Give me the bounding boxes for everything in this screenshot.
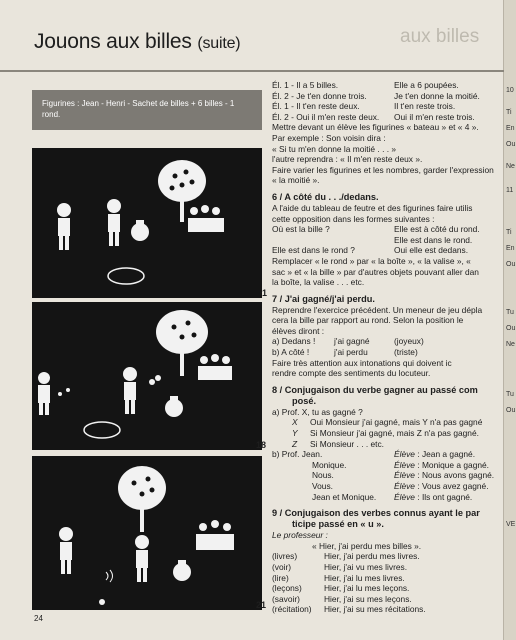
s9-row-3: (lire) Hier, j'ai lu mes livres. [272, 572, 405, 583]
s7-row-a: a) Dedans ! j'ai gagné (joyeux) [272, 336, 424, 347]
margin-fragment: Ti [506, 109, 512, 116]
s8-a: a) Prof. X, tu as gagné ? [272, 406, 363, 417]
margin-fragment: Ou [506, 325, 516, 332]
s7-tail-1: Faire très attention aux intonations qui doivent ic [272, 357, 452, 368]
s6-tail-2: sac » et « la bille » par d'autres objets pouvant aller dan [272, 266, 479, 277]
intro-text-6: « la moitié ». [272, 175, 320, 186]
intro-text-2: Par exemple : Son voisin dira : [272, 132, 386, 143]
section-8-title-2: posé. [292, 395, 316, 406]
boy-jean-figure [59, 527, 73, 574]
intro-text-4: l'autre reprendra : « Il m'en reste deux ». [272, 154, 423, 165]
marbles-icon [58, 375, 161, 396]
s9-row-5: (savoir) Hier, j'ai su mes leçons. [272, 593, 412, 604]
margin-fragment: 10 [506, 87, 514, 94]
intro-text-5: Faire varier les figurines et les nombres, garder l'expression [272, 164, 494, 175]
s8-b-row-3: Nous. Élève : Nous avons gagné. [312, 470, 495, 481]
margin-fragment: Tu [506, 391, 514, 398]
s6-line-2: cette opposition dans les formes suivantes : [272, 213, 435, 224]
panel-number-21: 21 [256, 600, 267, 610]
illustration-panel-2 [32, 302, 262, 450]
title-main: Jouons aux billes [34, 30, 192, 53]
illustration-panel-3 [32, 456, 262, 610]
s6-tail-3: la boîte, la valise . . . etc. [272, 277, 365, 288]
s7-line-2: cera la bille par rapport au rond. Selon la position le [272, 315, 464, 326]
margin-fragment: En [506, 125, 515, 132]
intro-line-1: Él. 1 - Il a 5 billes. Elle a 6 poupées. [272, 80, 459, 90]
s7-tail-2: rendre compte des sentiments du locuteur. [272, 368, 431, 379]
motion-lines [106, 570, 113, 582]
tree-icon [158, 160, 206, 222]
boy-henri-figure [123, 367, 137, 414]
ring-outline [108, 268, 144, 284]
s8-b-row-5: Jean et Monique. Élève : Ils ont gagné. [312, 491, 473, 502]
margin-fragment: Ne [506, 163, 515, 170]
s9-row-6: (récitation) Hier, j'ai su mes récitations. [272, 604, 426, 615]
margin-fragment: Ou [506, 261, 516, 268]
s9-row-2: (voir) Hier, j'ai vu mes livres. [272, 561, 408, 572]
section-9-title-2: ticipe passé en « u ». [292, 519, 384, 530]
title-suite: (suite) [197, 35, 241, 52]
page-number: 24 [34, 614, 43, 623]
intro-text-1: Mettre devant un élève les figurines « bateau » et « 4 ». [272, 122, 479, 133]
tree-icon [118, 466, 166, 532]
marble-bag-icon [173, 560, 191, 581]
panel-number-1: 1 [262, 288, 268, 298]
s8-a-row-3: Z Si Monsieur . . . etc. [292, 438, 385, 449]
section-6-title: 6 / A côté du . . ./dedans. [272, 191, 379, 202]
intro-line-2: Él. 2 - Je t'en donne trois. Je t'en donne la moitié. [272, 90, 480, 101]
marble-bag-icon [131, 220, 149, 241]
s6-qa-2: Elle est dans le rond. [394, 234, 473, 245]
flowers-icon [188, 205, 224, 232]
boy-jean-figure [57, 203, 71, 250]
flowers-icon [196, 520, 234, 550]
s6-qa-3: Elle est dans le rond ? Oui elle est dedans. [272, 245, 469, 256]
marble-icon [99, 599, 105, 605]
s8-b-row-4: Vous. Élève : Vous avez gagné. [312, 481, 489, 491]
s8-b-label: b) Prof. Jean. Élève : Jean a gagné. [272, 449, 476, 460]
exercise-text-column [272, 80, 502, 615]
s6-tail-1: Remplacer « le rond » par « la boîte », « la valise », « [272, 255, 471, 266]
s9-row-1: (livres) Hier, j'ai perdu mes livres. [272, 551, 420, 562]
marble-bag-icon [165, 396, 183, 417]
page-title [34, 30, 240, 56]
boy-henri-figure [135, 535, 149, 582]
s6-qa-1: Où est la bille ? Elle est à côté du rond. [272, 224, 480, 235]
section-9-title-1: 9 / Conjugaison des verbes connus ayant le par [272, 508, 480, 519]
s7-line-3: élèves diront : [272, 325, 325, 336]
boy-jean-figure [38, 372, 50, 415]
intro-line-3: Él. 1 - Il t'en reste deux. Il t'en reste trois. [272, 101, 456, 112]
s9-prof: Le professeur : [272, 530, 328, 541]
margin-fragment: 11 [506, 187, 514, 194]
s7-row-b: b) A côté ! j'ai perdu (triste) [272, 347, 418, 358]
intro-text-3: « Si tu m'en donne la moitié . . . » [272, 143, 397, 154]
intro-line-4: Él. 2 - Oui il m'en reste deux. Oui il m'en reste trois. [272, 111, 475, 122]
ring-outline [84, 422, 120, 438]
margin-fragment: Ou [506, 407, 516, 414]
bleed-through-text: aux billes [400, 26, 480, 47]
margin-fragment: Ti [506, 229, 512, 236]
s7-line-1: Reprendre l'exercice précédent. Un meneur de jeu dépla [272, 304, 483, 315]
margin-fragment: Ne [506, 341, 515, 348]
margin-fragment: Ou [506, 141, 516, 148]
s8-b-row-2: Monique. Élève : Monique a gagné. [312, 459, 489, 470]
section-8-title-1: 8 / Conjugaison du verbe gagner au passé com [272, 384, 478, 395]
figurines-caption: Figurines : Jean - Henri - Sachet de billes + 6 billes - 1 rond. [32, 90, 262, 130]
s9-row-4: (leçons) Hier, j'ai lu mes leçons. [272, 583, 410, 594]
s9-first: « Hier, j'ai perdu mes billes ». [312, 540, 422, 551]
s8-a-row-2: Y Si Monsieur j'ai gagné, mais Z n'a pas gagné. [292, 428, 479, 439]
margin-fragment: Tu [506, 309, 514, 316]
s8-a-row-1: X Oui Monsieur j'ai gagné, mais Y n'a pas gagné [292, 417, 483, 428]
page-edge [503, 0, 516, 640]
s6-line-1: A l'aide du tableau de feutre et des figurines faire utilis [272, 202, 473, 213]
flowers-icon [198, 354, 232, 380]
boy-henri-figure [107, 199, 121, 246]
margin-fragment: En [506, 245, 515, 252]
title-rule [0, 70, 504, 72]
illustration-panel-1 [32, 148, 262, 298]
section-7-title: 7 / J'ai gagné/j'ai perdu. [272, 293, 375, 304]
panel-number-18: 18 [256, 440, 267, 450]
margin-fragment: VE [506, 521, 516, 528]
